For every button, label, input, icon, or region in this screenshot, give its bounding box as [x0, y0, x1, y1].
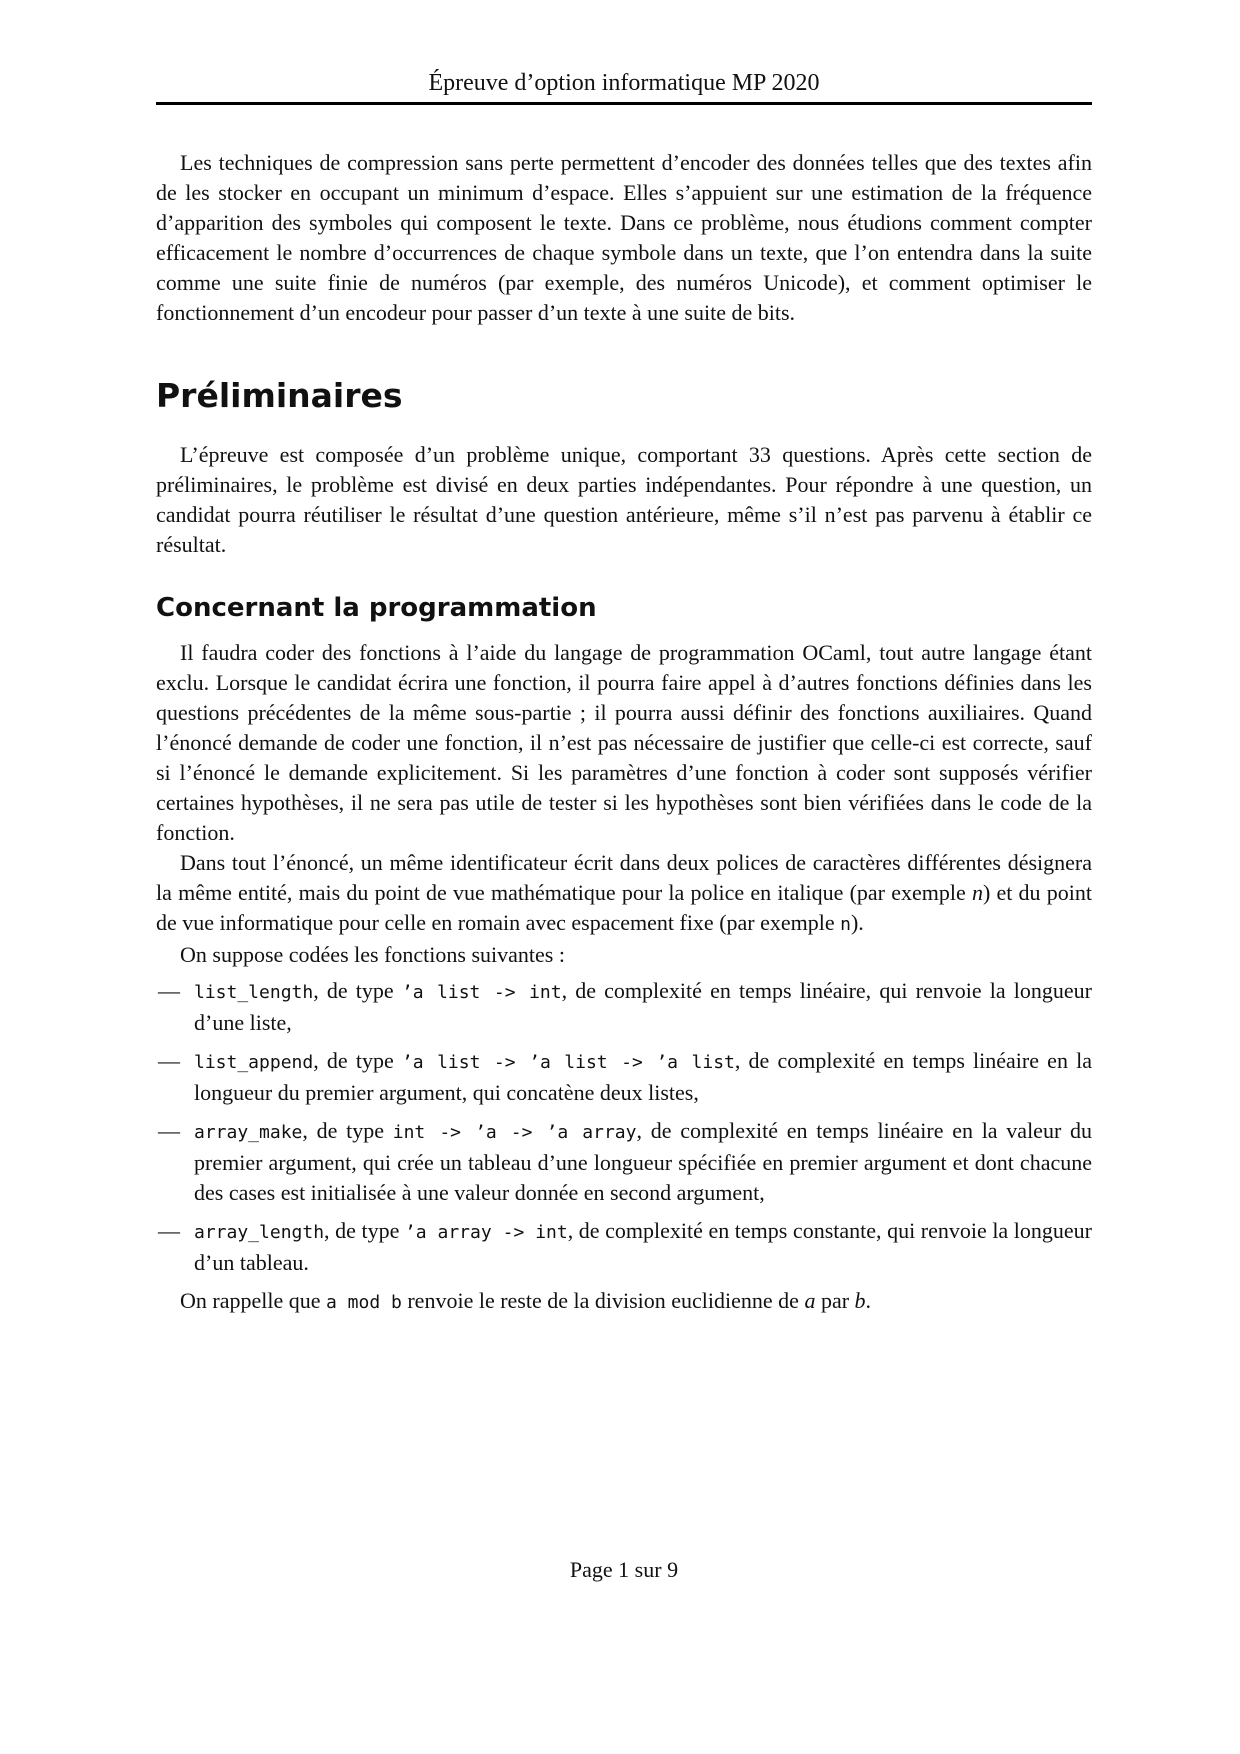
code-n: n — [840, 914, 851, 935]
closing-text-3: par — [815, 1288, 855, 1313]
list-item — [156, 1216, 1092, 1278]
closing-text-4: . — [865, 1288, 872, 1313]
function-name: array_make — [194, 1122, 303, 1143]
page-number: Page 1 sur 9 — [569, 1557, 679, 1582]
programming-paragraph: Il faudra coder des fonctions à l’aide du langage de programmation OCaml, tout autre langage étant exclu. Lorsque le candidat écrira une fonction, il pourra faire appel à d’autres fonctions définies dans les questions précédentes de la même sous-partie ; il pourra aussi définir des fonctions auxiliaires. Quand l’énoncé demande de coder une fonction, il n’est pas nécessaire de justifier que celle-ci est correcte, sauf si l’énoncé le demande explicitement. Si les paramètres d’une fonction à coder sont supposés vérifier certaines hypothèses, il ne sera pas utile de tester si les hypothèses sont bien vérifiées dans le code de la fonction. — [156, 640, 1092, 845]
function-desc: , de complexité en temps constante, qui renvoie la longueur d’un tableau. — [194, 1218, 1092, 1275]
function-type: int -> ’a -> ’a array — [392, 1122, 637, 1143]
function-sep: , de type — [302, 1118, 393, 1143]
function-type: ’a list -> ’a list -> ’a list — [401, 1052, 735, 1073]
section-title: Préliminaires — [156, 376, 403, 415]
intro-paragraph: Les techniques de compression sans perte permettent d’encoder des données telles que des textes afin de les stocker en occupant un minimum d’espace. Elles s’appuient sur une estimation de la fréquence d’apparition des symboles qui composent le texte. Dans ce problème, nous étudions comment compter efficacement le nombre d’occurrences de chaque symbole dans un texte, que l’on entendra dans la suite comme une suite finie de numéros (par exemple, des numéros Unicode), et comment optimiser le fonctionnement d’un encodeur pour passer d’un texte à une suite de bits. — [156, 150, 1092, 325]
function-desc: , de complexité en temps linéaire, qui renvoie la longueur d’une liste, — [194, 978, 1092, 1035]
math-b: b — [854, 1288, 866, 1313]
function-type: ’a list -> int — [401, 982, 562, 1003]
notation-text-1: Dans tout l’énoncé, un même identificateur écrit dans deux polices de caractères différentes désignera la même entité, mais du point de vue mathématique pour la police en italique (par exemple — [156, 850, 1092, 905]
document-body — [156, 148, 1092, 1318]
dash-bullet: — — [158, 978, 180, 1003]
notation-paragraph — [156, 848, 1092, 940]
function-name: list_append — [194, 1052, 314, 1073]
dash-bullet: — — [158, 1048, 180, 1073]
closing-text-1: On rappelle que — [180, 1288, 326, 1313]
function-desc: , de complexité en temps linéaire en la longueur du premier argument, qui concatène deux listes, — [194, 1048, 1092, 1105]
section-paragraph: L’épreuve est composée d’un problème unique, comportant 33 questions. Après cette section de préliminaires, le problème est divisé en deux parties indépendantes. Pour répondre à une question, un candidat pourra réutiliser le résultat d’une question antérieure, même s’il n’est pas parvenu à établir ce résultat. — [156, 442, 1092, 557]
code-mod: a mod b — [326, 1292, 402, 1313]
function-name: list_length — [194, 982, 314, 1003]
notation-text-2: ) et du point de vue informatique pour celle en romain avec espacement fixe (par exemple — [156, 880, 1092, 935]
math-a: a — [804, 1288, 816, 1313]
list-item — [156, 1046, 1092, 1108]
function-sep: , de type — [313, 1048, 402, 1073]
functions-intro: On suppose codées les fonctions suivantes : — [180, 942, 565, 967]
subsection-title: Concernant la programmation — [156, 593, 597, 623]
function-name: array_length — [194, 1222, 325, 1243]
notation-text-3: ). — [850, 910, 864, 935]
list-item — [156, 1116, 1092, 1208]
dash-bullet: — — [158, 1118, 180, 1143]
function-sep: , de type — [324, 1218, 405, 1243]
dash-bullet: — — [158, 1218, 180, 1243]
function-type: ’a array -> int — [404, 1222, 568, 1243]
header-rule — [156, 102, 1092, 105]
function-sep: , de type — [313, 978, 402, 1003]
closing-paragraph — [156, 1286, 1092, 1318]
list-item — [156, 976, 1092, 1038]
function-desc: , de complexité en temps linéaire en la valeur du premier argument, qui crée un tableau d’une longueur spécifiée en premier argument et dont chacune des cases est initialisée à une valeur donnée en second argument, — [194, 1118, 1093, 1205]
closing-text-2: renvoie le reste de la division euclidienne de — [401, 1288, 805, 1313]
header-title: Épreuve d’option informatique MP 2020 — [428, 70, 820, 96]
math-n: n — [971, 880, 983, 905]
function-list — [156, 976, 1092, 1278]
